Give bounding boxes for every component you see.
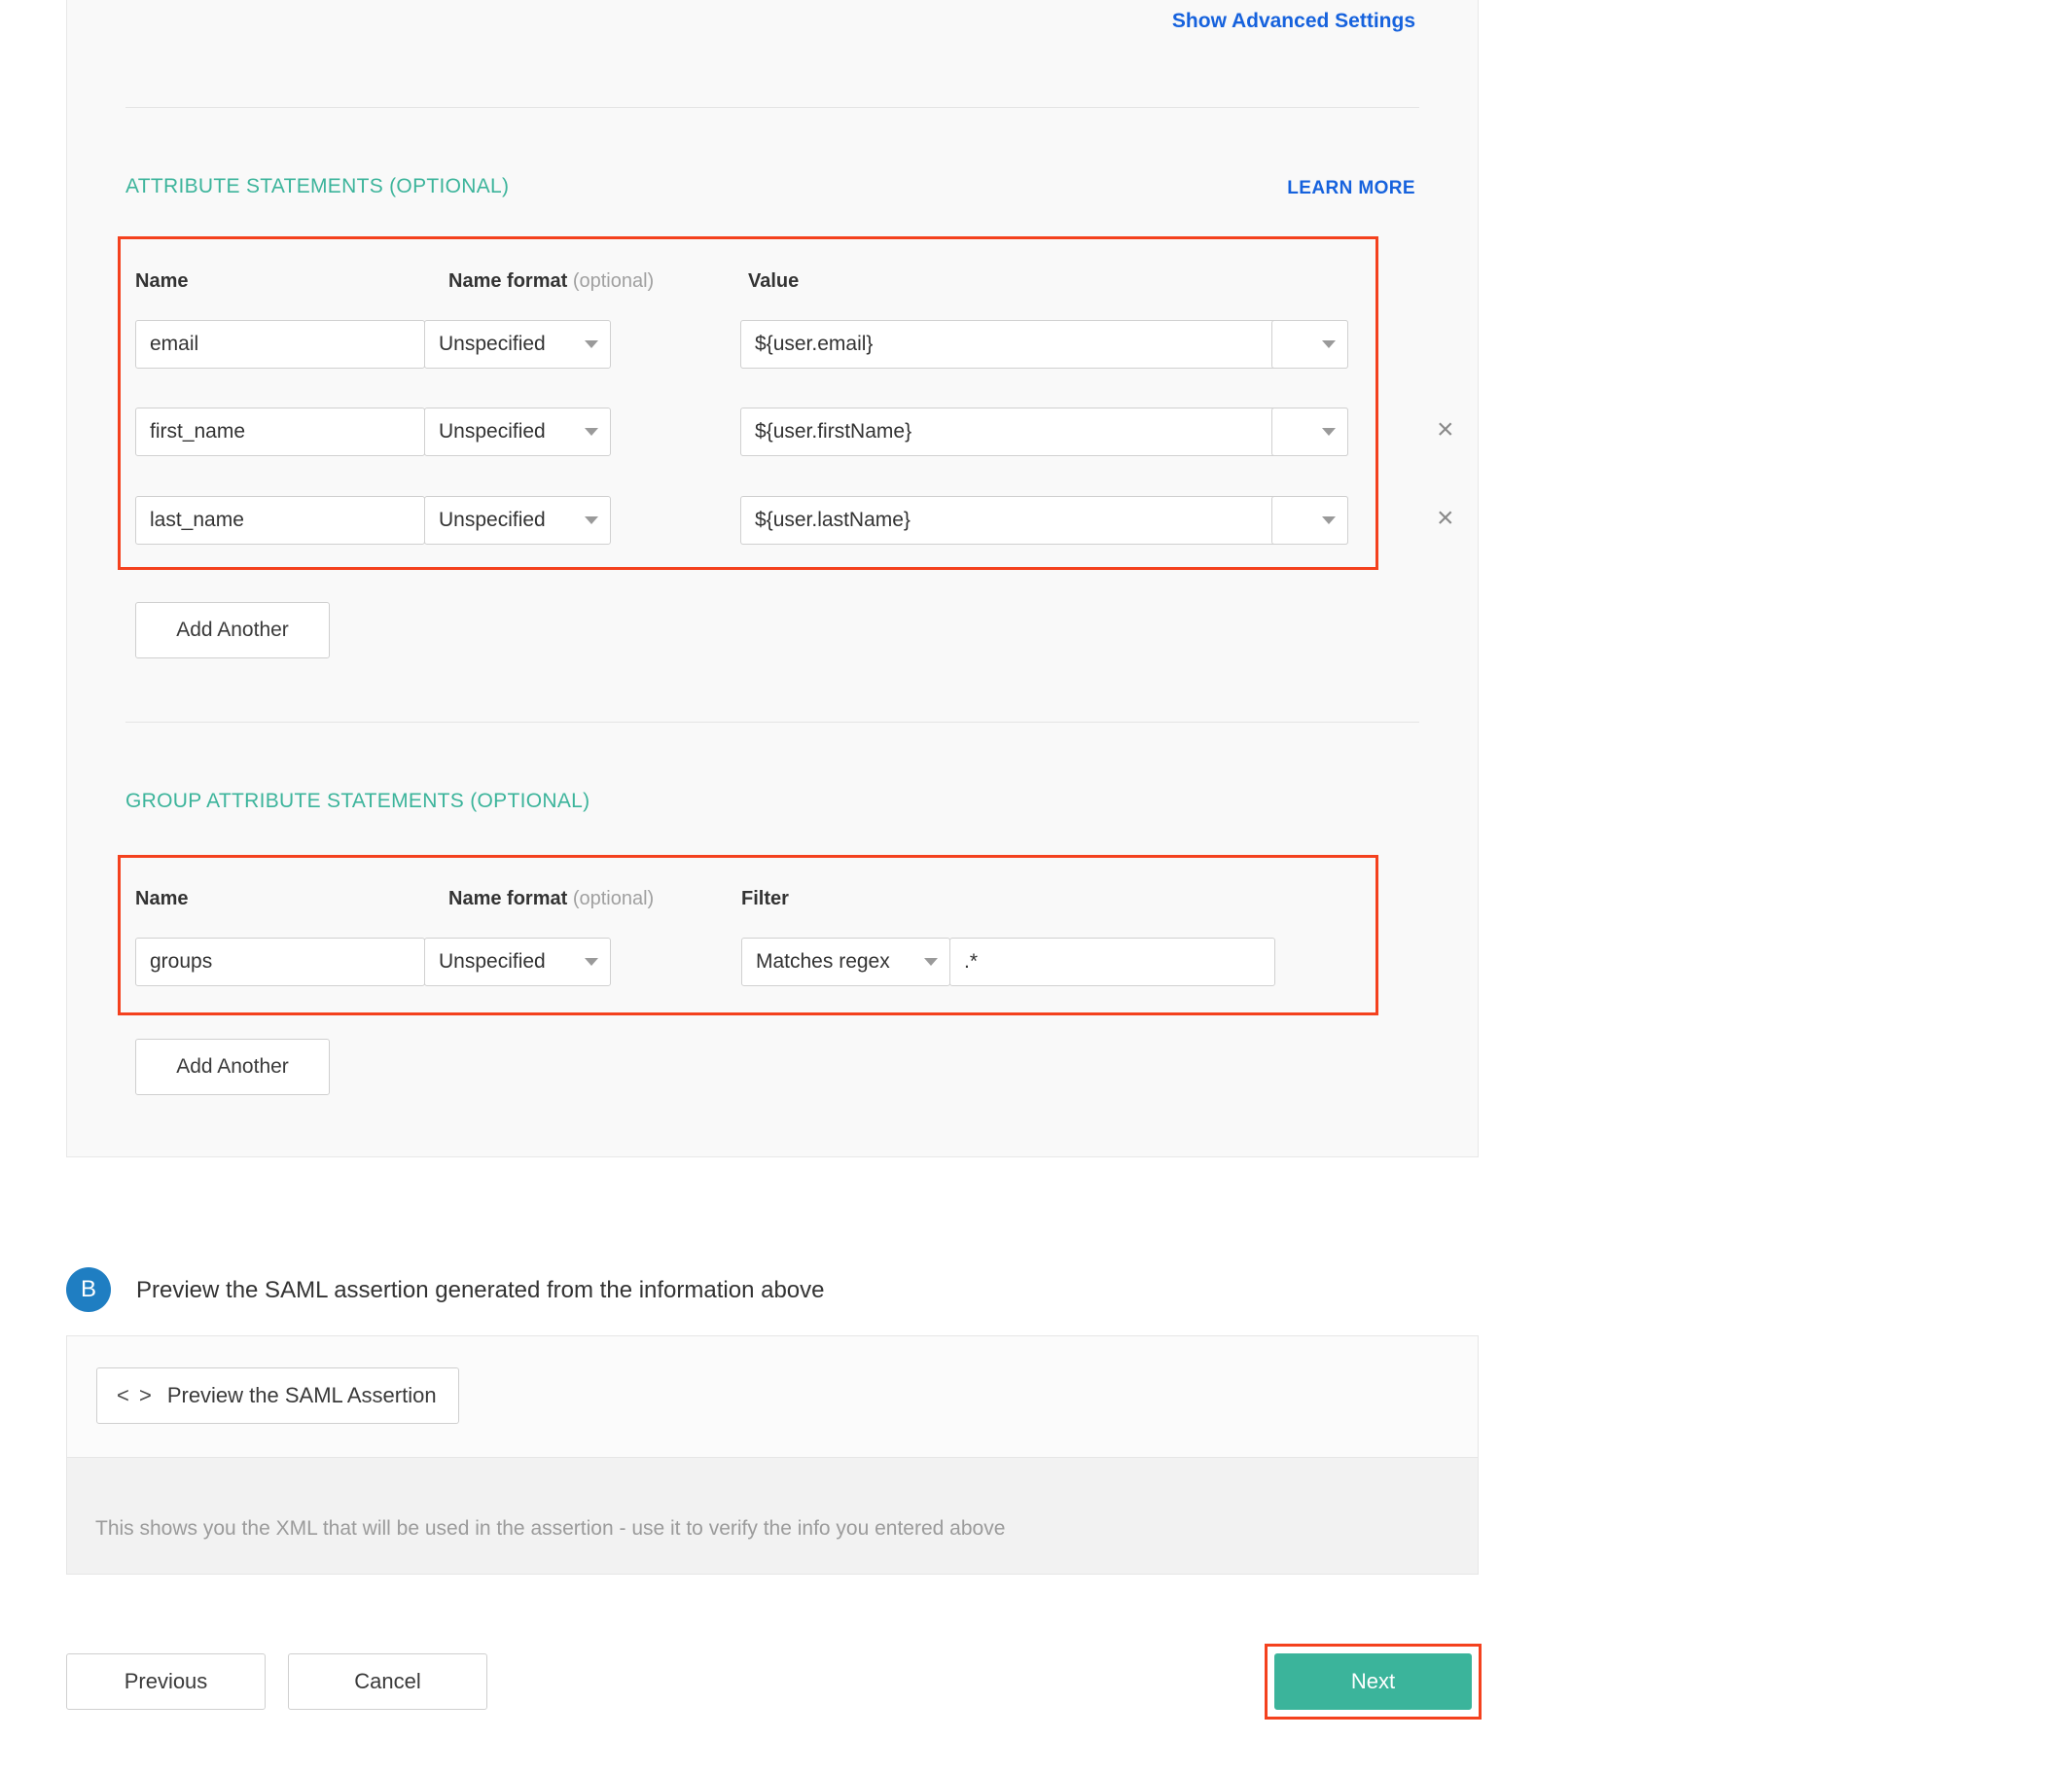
group-col-header-filter: Filter — [741, 888, 789, 909]
step-b-badge: B — [66, 1267, 111, 1312]
group-col-header-name-format-optional: (optional) — [567, 888, 655, 909]
group-attribute-statements-title: GROUP ATTRIBUTE STATEMENTS (OPTIONAL) — [125, 790, 590, 812]
attr-remove-icon-2[interactable]: × — [1437, 502, 1454, 534]
group-name-format-select-0[interactable] — [424, 938, 611, 986]
chevron-down-icon — [585, 340, 598, 348]
attr-value-select-1[interactable] — [1271, 408, 1348, 456]
attr-name-format-select-0[interactable] — [424, 320, 611, 369]
group-filter-value-input-0[interactable] — [949, 938, 1275, 986]
settings-panel — [66, 0, 1479, 1157]
previous-button[interactable]: Previous — [66, 1653, 266, 1710]
chevron-down-icon — [585, 516, 598, 524]
attr-value-select-2[interactable] — [1271, 496, 1348, 545]
group-name-format-select-0-label: Unspecified — [439, 950, 546, 973]
attr-name-input-0[interactable] — [135, 320, 425, 369]
preview-saml-assertion-label: Preview the SAML Assertion — [166, 1383, 437, 1407]
attr-col-header-name-format-optional: (optional) — [567, 270, 655, 292]
group-filter-type-select-0[interactable] — [741, 938, 950, 986]
preview-saml-assertion-button[interactable] — [96, 1367, 459, 1424]
attr-col-header-name-format — [448, 270, 654, 293]
attr-name-format-select-1[interactable] — [424, 408, 611, 456]
attribute-add-another-button[interactable]: Add Another — [135, 602, 330, 658]
attr-remove-icon-1[interactable]: × — [1437, 413, 1454, 445]
code-icon: < > — [117, 1383, 154, 1407]
chevron-down-icon — [1322, 428, 1336, 436]
attr-value-select-0[interactable] — [1271, 320, 1348, 369]
group-name-input-0[interactable] — [135, 938, 425, 986]
group-filter-type-select-0-label: Matches regex — [756, 950, 890, 973]
attr-value-input-2[interactable] — [740, 496, 1348, 545]
chevron-down-icon — [585, 428, 598, 436]
group-add-another-button[interactable]: Add Another — [135, 1039, 330, 1095]
attr-name-format-select-2[interactable] — [424, 496, 611, 545]
attr-name-format-select-0-label: Unspecified — [439, 333, 546, 355]
divider-top — [125, 107, 1419, 108]
attr-value-input-1[interactable] — [740, 408, 1348, 456]
group-attribute-statements-highlight — [118, 855, 1378, 1015]
attr-col-header-value: Value — [748, 270, 800, 292]
learn-more-link[interactable]: LEARN MORE — [1287, 178, 1415, 198]
attr-name-input-2[interactable] — [135, 496, 425, 545]
chevron-down-icon — [924, 958, 938, 966]
preview-note-text: This shows you the XML that will be used in the assertion - use it to verify the info you entered above — [95, 1517, 1006, 1540]
group-col-header-name: Name — [135, 888, 189, 909]
cancel-button[interactable]: Cancel — [288, 1653, 487, 1710]
step-b-heading: Preview the SAML assertion generated from the information above — [136, 1277, 825, 1303]
attribute-statements-title: ATTRIBUTE STATEMENTS (OPTIONAL) — [125, 175, 510, 197]
divider-middle — [125, 722, 1419, 723]
preview-card-note-area — [67, 1458, 1478, 1574]
attr-col-header-name-format-text: Name format — [448, 270, 568, 292]
attr-name-input-1[interactable] — [135, 408, 425, 456]
attr-value-input-0[interactable] — [740, 320, 1348, 369]
chevron-down-icon — [1322, 516, 1336, 524]
attr-col-header-name: Name — [135, 270, 189, 292]
show-advanced-settings-link[interactable]: Show Advanced Settings — [1171, 10, 1415, 32]
next-button[interactable]: Next — [1274, 1653, 1472, 1710]
attr-name-format-select-1-label: Unspecified — [439, 420, 546, 443]
group-col-header-name-format — [448, 888, 654, 910]
attr-name-format-select-2-label: Unspecified — [439, 509, 546, 531]
group-col-header-name-format-text: Name format — [448, 888, 568, 909]
chevron-down-icon — [1322, 340, 1336, 348]
chevron-down-icon — [585, 958, 598, 966]
